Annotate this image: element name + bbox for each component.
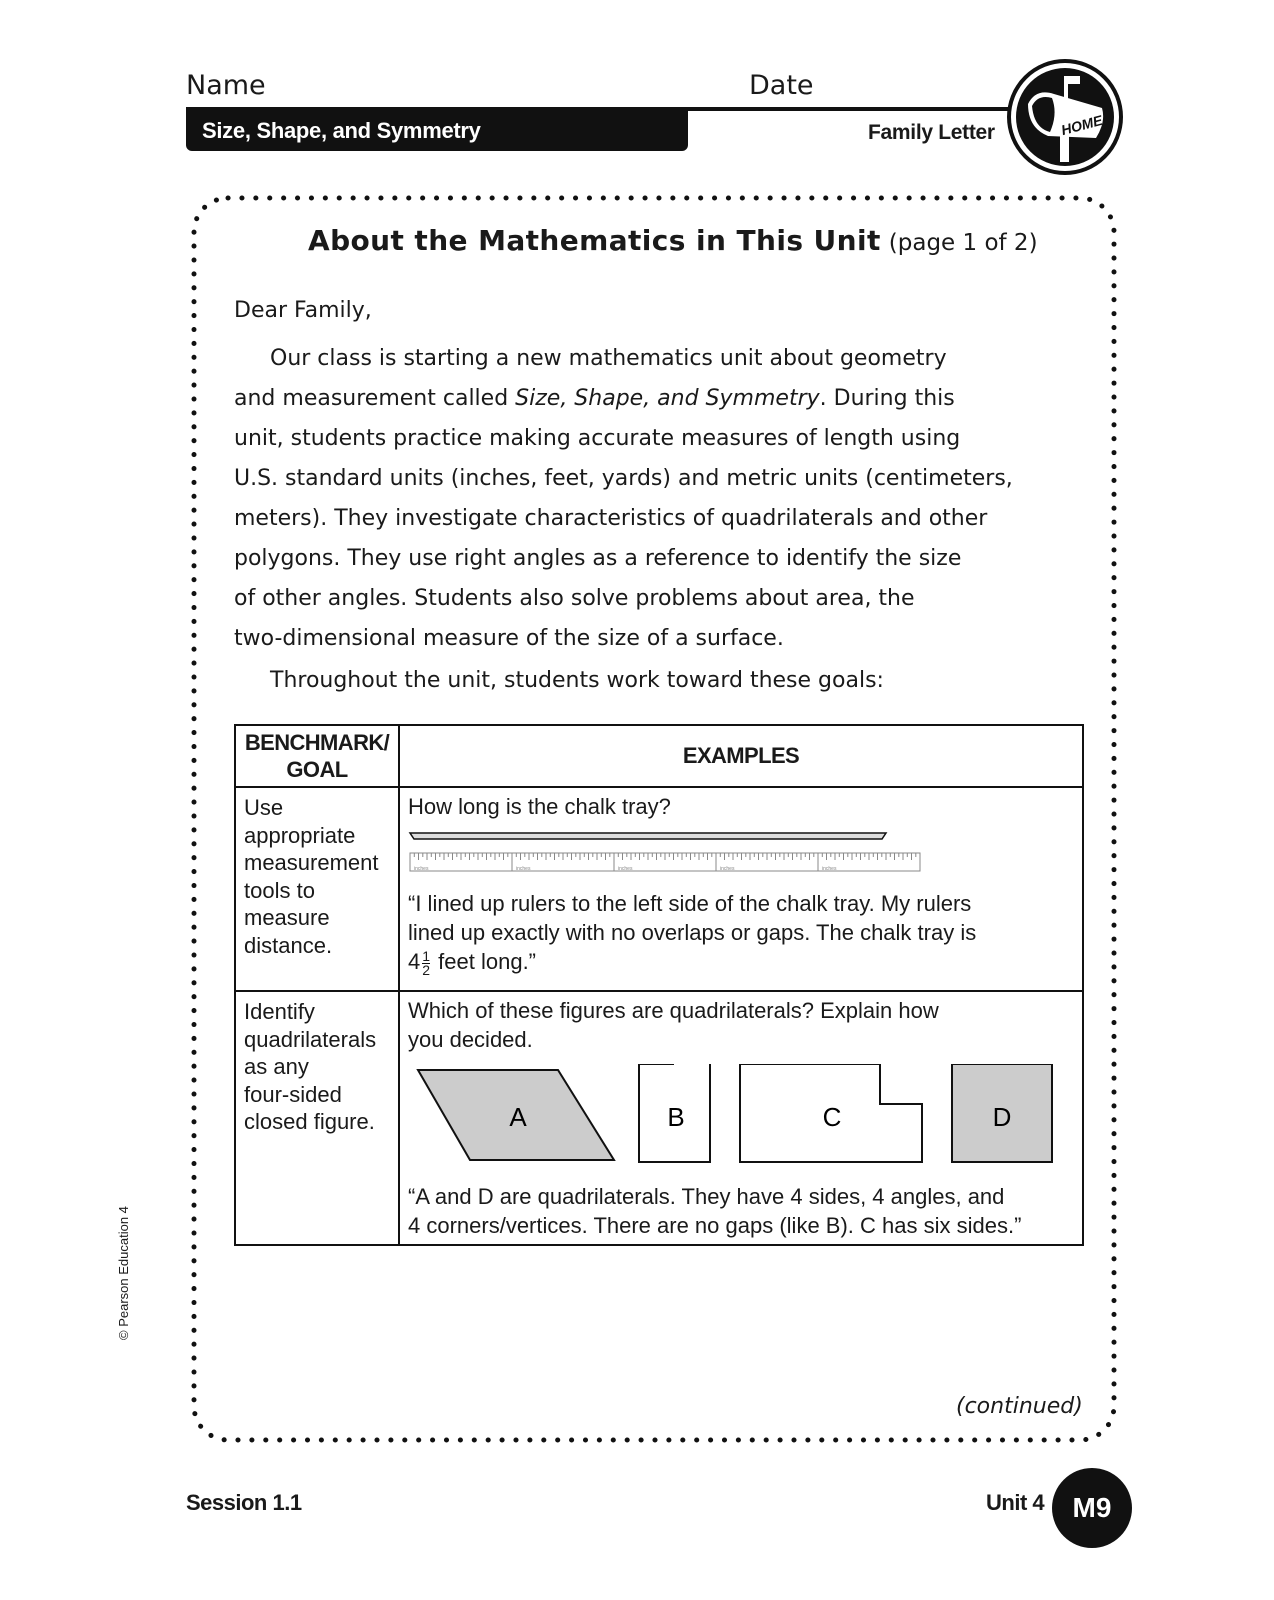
table-row [235,787,1083,991]
goal-line: Identify [244,999,315,1024]
goal-line: Use [244,795,284,820]
figure-label: A [509,1102,527,1132]
name-label: Name [186,70,266,101]
example-answer [408,1182,1074,1240]
date-label: Date [749,70,814,101]
goal-line: measure [244,905,330,930]
mixed-number-whole: 4 [408,949,421,974]
ruler-label: inches [516,866,531,872]
section-title-text: About the Mathematics in This Unit [308,224,881,257]
ruler-label: inches [618,866,633,872]
paragraph-text: . During this [819,386,955,411]
example-cell [399,787,1083,991]
paragraph-line: U.S. standard units (inches, feet, yards) and metric units (centimeters, [234,466,1013,491]
page-number: M9 [1072,1492,1112,1523]
doc-type-label: Family Letter [868,121,995,144]
answer-line [408,947,1074,977]
header-goal-line: BENCHMARK/ [244,730,390,755]
answer-line: “A and D are quadrilaterals. They have 4 sides, 4 angles, and [408,1184,1005,1209]
example-answer [408,889,1074,977]
goal-line: quadrilaterals [244,1026,377,1052]
benchmark-table [234,724,1084,1246]
paragraph-line: Our class is starting a new mathematics unit about geometry [270,346,947,371]
unit-title: Size, Shape, and Symmetry [202,117,481,143]
answer-line: 4 corners/vertices. There are no gaps (like B). C has six sides.” [408,1213,1022,1238]
paragraph-line: of other angles. Students also solve problems about area, the [234,586,915,611]
goal-line: closed figure. [244,1109,375,1134]
ruler-label: inches [720,866,735,872]
page-number-badge [1052,1468,1132,1548]
figure-d [952,1064,1052,1162]
goals-intro: Throughout the unit, students work toward these goals: [270,668,884,693]
paragraph-line [234,379,994,419]
continued-note: (continued) [956,1394,1083,1419]
intro-paragraph [234,339,1013,659]
header-goal [235,725,399,787]
chalk-tray-rulers [408,827,928,879]
fraction [422,947,431,978]
goal-line: four-sided [244,1081,342,1107]
answer-text: feet long.” [438,949,537,974]
goal-line: tools to [244,877,315,903]
answer-line: lined up exactly with no overlaps or gaps. The chalk tray is [408,920,977,945]
figure-b [639,1064,710,1162]
table-row [235,991,1083,1245]
paragraph-line: polygons. They use right angles as a reference to identify the size [234,546,962,571]
figure-c [740,1064,922,1162]
paragraph-text: and measurement called [234,386,516,411]
figure-label: C [822,1102,842,1132]
badge-text: HOME [1059,111,1105,139]
example-question: Which of these figures are quadrilaterals? Explain how [408,998,939,1023]
unit-label: Unit 4 [986,1490,1045,1515]
session-label: Session 1.1 [186,1490,302,1515]
unit-title-bar [186,110,688,151]
figure-a [418,1070,614,1160]
example-question: How long is the chalk tray? [408,794,671,819]
figure-label: B [667,1102,685,1132]
header-examples: EXAMPLES [399,725,1083,787]
goal-line: measurement [244,850,379,875]
goal-cell [235,991,399,1245]
quadrilateral-figures [408,1064,1068,1176]
fraction-denominator: 2 [422,961,431,978]
table-header-row [235,725,1083,787]
goal-line: distance. [244,932,333,958]
chalk-tray [410,833,886,839]
paragraph-line: two-dimensional measure of the size of a surface. [234,626,784,651]
section-title [308,224,1038,257]
copyright: © Pearson Education 4 [116,1206,131,1340]
ruler-label: inches [822,866,837,872]
paragraph-line: unit, students practice making accurate measures of length using [234,426,961,451]
home-mailbox-badge [1006,58,1124,176]
greeting: Dear Family, [234,298,372,323]
unit-title-italic: Size, Shape, and Symmetry [515,386,820,411]
ruler-label: inches [414,866,429,872]
goal-line: as any [244,1054,309,1079]
goal-line: appropriate [244,822,356,848]
rulers [410,853,920,872]
figure-label: D [992,1102,1012,1132]
answer-line: “I lined up rulers to the left side of the chalk tray. My rulers [408,891,972,916]
page-note: (page 1 of 2) [888,230,1038,256]
fraction-numerator: 1 [422,947,431,964]
example-question: you decided. [408,1027,533,1052]
example-cell [399,991,1083,1245]
paragraph-line: meters). They investigate characteristics of quadrilaterals and other [234,506,988,531]
header-goal-line: GOAL [286,757,348,782]
goal-cell [235,787,399,991]
